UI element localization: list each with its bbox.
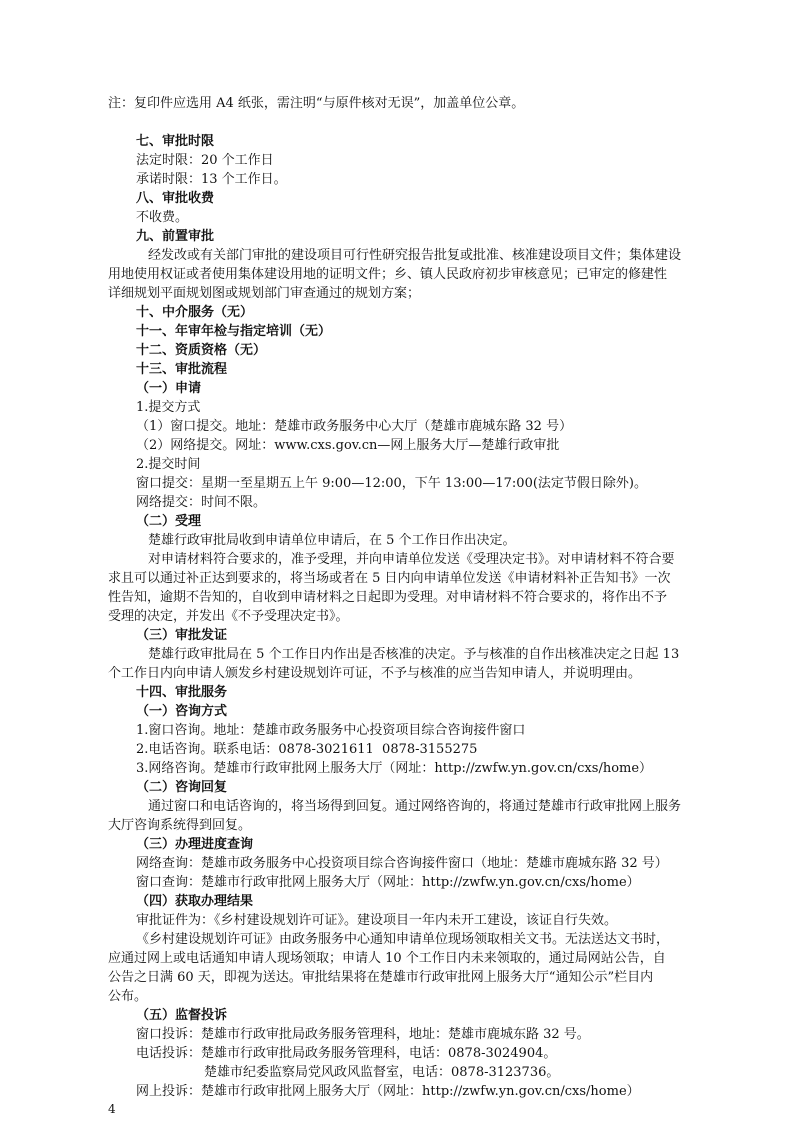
paragraph-line: 公告之日满 60 天，即视为送达。审批结果将在楚雄市行政审批网上服务大厅“通知公示”栏目内 — [108, 970, 654, 985]
paragraph-line: 大厅咨询系统得到回复。 — [108, 818, 252, 833]
paragraph-line: 应通过网上或电话通知申请人现场领取；申请人 10 个工作日内未来领取的，通过局网站公告，自 — [108, 951, 666, 966]
subsection-heading: （二）受理 — [136, 514, 202, 529]
paragraph-line: 性告知，逾期不告知的，自收到申请材料之日起即为受理。对申请材料不符合要求的，将作出不予 — [108, 590, 668, 605]
subsection-heading: （一）咨询方式 — [136, 704, 228, 719]
note-text: 注：复印件应选用 A4 纸张，需注明“与原件核对无误”，加盖单位公章。 — [108, 96, 525, 111]
paragraph-line: 窗口查询：楚雄市行政审批网上服务大厅（网址：http://zwfw.yn.gov.cn/cxs/home） — [136, 875, 640, 890]
paragraph-line: （2）网络提交。网址：www.cxs.gov.cn—网上服务大厅—楚雄行政审批 — [136, 438, 560, 453]
paragraph-line: 《乡村建设规划许可证》由政务服务中心通知申请单位现场领取相关文书。无法送达文书时， — [136, 932, 670, 947]
section-heading: 十、中介服务（无） — [136, 305, 254, 320]
paragraph-line: 求且可以通过补正达到要求的，将当场或者在 5 日内向申请单位发送《申请材料补正告知书》一次 — [108, 571, 671, 586]
paragraph-line: 楚雄行政审批局在 5 个工作日内作出是否核准的决定。予与核准的自作出核准决定之日起 13 — [148, 647, 680, 662]
paragraph-line: 公布。 — [108, 989, 148, 1004]
paragraph-line: 对申请材料符合要求的，准予受理，并向申请单位发送《受理决定书》。对申请材料不符合要 — [148, 552, 675, 567]
paragraph-line: 1.提交方式 — [136, 400, 201, 415]
paragraph-line: 电话投诉：楚雄市行政审批局政务服务管理科，电话：0878-3024904。 — [136, 1046, 557, 1061]
section-heading: 十三、审批流程 — [136, 362, 228, 377]
page-number: 4 — [108, 1102, 116, 1116]
paragraph-line: 法定时限：20 个工作日 — [136, 153, 274, 168]
paragraph-line: 3.网络咨询。楚雄市行政审批网上服务大厅（网址：http://zwfw.yn.gov.cn/cxs/home） — [136, 761, 653, 776]
paragraph-line: 受理的决定，并发出《不予受理决定书》。 — [108, 609, 349, 624]
paragraph-line: （1）窗口提交。地址：楚雄市政务服务中心大厅（楚雄市鹿城东路 32 号） — [136, 419, 573, 434]
paragraph-line: 楚雄行政审批局收到申请单位申请后，在 5 个工作日作出决定。 — [148, 533, 516, 548]
paragraph-line: 用地使用权证或者使用集体建设用地的证明文件；乡、镇人民政府初步审核意见；已审定的修建性 — [108, 267, 668, 282]
subsection-heading: （四）获取办理结果 — [136, 894, 254, 909]
paragraph-line: 楚雄市纪委监察局党风政风监督室，电话：0878-3123736。 — [204, 1065, 560, 1080]
subsection-heading: （三）办理进度查询 — [136, 837, 254, 852]
paragraph-line: 审批证件为：《乡村建设规划许可证》。建设项目一年内未开工建设，该证自行失效。 — [136, 913, 618, 928]
section-heading: 八、审批收费 — [136, 191, 215, 206]
paragraph-line: 经发改或有关部门审批的建设项目可行性研究报告批复或批准、核准建设项目文件；集体建设 — [148, 248, 682, 263]
section-heading: 十二、资质资格（无） — [136, 343, 267, 358]
paragraph-line: 通过窗口和电话咨询的，将当场得到回复。通过网络咨询的，将通过楚雄市行政审批网上服务 — [148, 799, 682, 814]
section-heading: 九、前置审批 — [136, 229, 215, 244]
section-heading: 七、审批时限 — [136, 134, 215, 149]
paragraph-line: 个工作日内向申请人颁发乡村建设规划许可证，不予与核准的应当告知申请人，并说明理由。 — [108, 666, 642, 681]
paragraph-line: 窗口投诉：楚雄市行政审批局政务服务管理科，地址：楚雄市鹿城东路 32 号。 — [136, 1027, 590, 1042]
section-heading: 十四、审批服务 — [136, 685, 228, 700]
paragraph-line: 网上投诉：楚雄市行政审批网上服务大厅（网址：http://zwfw.yn.gov.cn/cxs/home） — [136, 1084, 640, 1099]
paragraph-line: 窗口提交：星期一至星期五上午 9:00—12:00，下午 13:00—17:00(法定节假日除外)。 — [136, 476, 647, 491]
paragraph-line: 承诺时限：13 个工作日。 — [136, 172, 287, 187]
paragraph-line: 网络提交：时间不限。 — [136, 495, 267, 510]
subsection-heading: （二）咨询回复 — [136, 780, 228, 795]
paragraph-line: 2.电话咨询。联系电话：0878-3021611 0878-3155275 — [136, 742, 478, 757]
paragraph-line: 网络查询：楚雄市政务服务中心投资项目综合咨询接件窗口（地址：楚雄市鹿城东路 32 号） — [136, 856, 668, 871]
subsection-heading: （三）审批发证 — [136, 628, 228, 643]
subsection-heading: （一）申请 — [136, 381, 202, 396]
section-heading: 十一、年审年检与指定培训（无） — [136, 324, 332, 339]
paragraph-line: 2.提交时间 — [136, 457, 201, 472]
paragraph-line: 详细规划平面规划图或规划部门审查通过的规划方案； — [108, 286, 421, 301]
paragraph-line: 1.窗口咨询。地址：楚雄市政务服务中心投资项目综合咨询接件窗口 — [136, 723, 526, 738]
paragraph-line: 不收费。 — [136, 210, 189, 225]
subsection-heading: （五）监督投诉 — [136, 1008, 228, 1023]
